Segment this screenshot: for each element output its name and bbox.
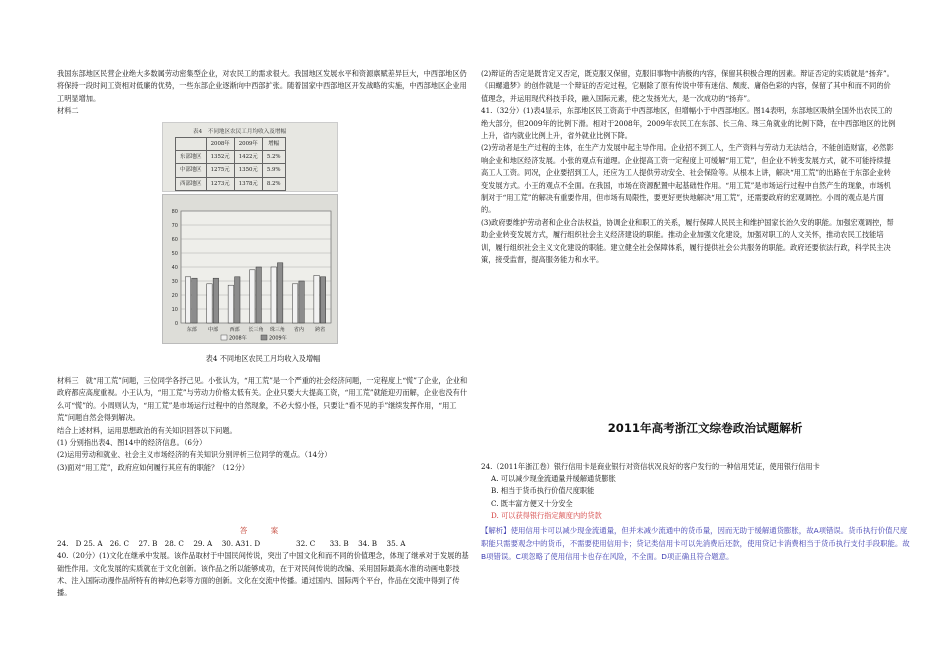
y-tick-label: 20 bbox=[171, 292, 178, 299]
bar bbox=[185, 276, 190, 322]
x-tick-label: 珠三角 bbox=[269, 326, 285, 333]
x-tick-label: 省内 bbox=[293, 326, 304, 333]
question-1: (1) 分别指出表4、图14中的经济信息。（6分） bbox=[57, 438, 207, 448]
answer-41-part-1: 41.（32分）(1)表4显示，东部地区民工资高于中西部地区，但增幅小于中西部地区。图14表明，东部地区吸纳全国外出农民工的绝大部分，但2009年的比例下滑。相对于2008年，2009年农民工在东部、长三角、珠三角就业的比例下降，在中西部地区的比例上升，省内就业比例上升，省外就业比例下降。 bbox=[481, 106, 896, 141]
answer-40-part-2: (2)辩证的否定是既肯定又否定，既克服又保留，克服旧事物中消极的内容，保留其积极合理的因素。辩证否定的实质就是“扬弃”。 bbox=[481, 69, 894, 78]
table-row bbox=[176, 151, 286, 164]
y-tick-label: 80 bbox=[171, 208, 178, 215]
x-tick-label: 中部 bbox=[208, 326, 219, 333]
material-2-label: 材料二 bbox=[57, 106, 79, 116]
bar bbox=[299, 281, 304, 323]
bar bbox=[192, 278, 197, 323]
y-tick-label: 30 bbox=[171, 278, 178, 285]
table-cell: 西部地区 bbox=[176, 177, 207, 190]
legend-swatch bbox=[261, 335, 267, 340]
y-tick-label: 60 bbox=[171, 236, 178, 243]
table-title: 表4 不同地区农民工月均收入及增幅 bbox=[193, 128, 287, 135]
bar bbox=[207, 283, 212, 322]
bar bbox=[235, 276, 240, 322]
table-cell: 1350元 bbox=[234, 164, 262, 177]
legend-label: 2008年 bbox=[229, 335, 247, 342]
table-header-cell bbox=[176, 137, 207, 150]
table-cell: 1378元 bbox=[234, 177, 262, 190]
option-a: A. 可以减少现金流通量并缓解通货膨胀 bbox=[491, 474, 616, 484]
option-b: B. 相当于货币执行价值尺度职能 bbox=[491, 486, 595, 496]
answer-40: 40.（20分）(1)文化在继承中发展。该作品取材于中国民间传说，突出了中国文化和而不同的价值理念，体现了继承对于发展的基础性作用。文化发展的实质就在于文化创新。该作品之所以能够成功，在于对民间传说的改编、采用国际最高水准的动画电影技术、注入国际动漫作品所特有的神幻色彩等方面的创新。文化在交流中传播。通过国内、国际两个平台，作品在交流中得到了传播。 bbox=[57, 551, 469, 598]
table-cell: 1273元 bbox=[206, 177, 234, 190]
y-tick-label: 50 bbox=[171, 250, 178, 257]
table-row bbox=[176, 164, 286, 177]
table-cell: 5.2% bbox=[262, 151, 285, 164]
option-c: C. 既丰富方便又十分安全 bbox=[491, 498, 573, 508]
table-header-row bbox=[176, 137, 286, 150]
answer-40-part-2-cont: 《田螺遗梦》的创作就是一个辩证的否定过程，它剔除了原有传说中带有迷信、颓废、庸俗色彩的内容，保留了其中和而不同的价值理念，并运用现代科技手段，融入国际元素，使之发扬光大，是一次成功的“扬弃”。 bbox=[481, 81, 891, 103]
answer-heading: 答 案 bbox=[239, 526, 287, 536]
task-instruction: 结合上述材料，运用思想政治的有关知识回答以下问题。 bbox=[57, 425, 237, 435]
x-tick-label: 西部 bbox=[229, 326, 240, 333]
bar bbox=[314, 275, 319, 323]
legend-label: 2009年 bbox=[269, 335, 287, 342]
chart-caption: 表4 不同地区农民工月均收入及增幅 bbox=[205, 353, 321, 363]
legend-swatch bbox=[221, 335, 227, 340]
answer-41-part-3: (3)政府要维护劳动者和企业合法权益，协调企业和职工的关系，履行保障人民民主和维护国家长治久安的职能。加强宏观调控，帮助企业转变发展方式，履行组织社会主义经济建设的职能。推动企业加强文化建设，加强对职工的人文关怀，推动农民工技能培训，履行组织社会主义文化建设的职能。建立健全社会保障体系，履行提供社会公共服务的职能。政府还要依法行政，科学民主决策，接受监督，提高服务能力和水平。 bbox=[481, 217, 894, 265]
answer-key-row: 24. D 25. A 26. C 27. B 28. C 29. A 30. A31. D 32. C 33. B 34. B 35. A bbox=[57, 538, 406, 548]
explanation: 【解析】使用信用卡可以减少现金流通量，但并未减少流通中的货币量，因而无助于缓解通货膨胀，故A项错误。货币执行价值尺度职能只需要观念中的货币，不需要使用信用卡；贷记类信用卡可以先消费后还款，使用贷记卡消费相当于货币执行支付手段职能。故B项错误。C项忽略了使用信用卡也存在风险，不全面。D项正确且符合题意。 bbox=[481, 526, 910, 562]
bar bbox=[271, 267, 276, 323]
bar-chart bbox=[163, 195, 339, 345]
question-3: (3)面对“用工荒”，政府应如何履行其应有的职能？（12分） bbox=[57, 462, 249, 472]
bar bbox=[213, 278, 218, 323]
x-tick-label: 跨省 bbox=[315, 326, 326, 333]
bar bbox=[256, 267, 261, 323]
bar bbox=[277, 262, 282, 322]
x-tick-label: 东部 bbox=[186, 326, 197, 333]
left-column bbox=[57, 68, 469, 600]
material-3-paragraph: 材料三 就“用工荒”问题，三位同学各抒己见。小张认为，“用工荒”是一个严重的社会经济问题，一定程度上“慌”了企业，企业和政府都应高度重视。小王认为，“用工荒”与劳动力价格太低有关。企业只要大大提高工资，“用工荒”就能迎刃而解，企业也没有什么可“慌”的。小周则认为，“用工荒”是市场运行过程中的自然现象，不必大惊小怪，只要让“看不见的手”继续发挥作用，“用工荒”问题自然会得到解决。 bbox=[57, 376, 468, 423]
bar bbox=[250, 269, 255, 322]
table-header-cell: 2009年 bbox=[234, 137, 262, 150]
question-24-stem: 24.（2011年浙江卷）银行信用卡是商业银行对资信状况良好的客户发行的一种信用凭证，使用银行信用卡 bbox=[481, 462, 820, 471]
table-cell: 8.2% bbox=[262, 177, 285, 190]
table-cell: 1422元 bbox=[234, 151, 262, 164]
intro-paragraph: 我国东部地区民营企业绝大多数属劳动密集型企业，对农民工的需求很大。我国地区发展水平和资源禀赋差异巨大，中西部地区仍将保持一段时间工资相对低廉的优势，一些东部企业逐渐向中西部扩张。随着国家中西部地区开发战略的实施，中西部地区企业用工明显增加。 bbox=[57, 69, 467, 103]
table-row bbox=[176, 177, 286, 190]
bar bbox=[292, 283, 297, 322]
answer-41-part-2: (2)劳动者是生产过程的主体，在生产力发展中起主导作用。企业招不到工人，生产资料与劳动力无法结合，不能创造财富，必然影响企业和地区经济发展。小张的观点有道理。企业提高工资一定程度上可缓解“用工荒”，但企业不转变发展方式，就不可能持续提高工人工资。同况，企业要招到工人，还应为工人提供劳动安全、社会保险等。从根本上讲，解决“用工荒”的出路在于东部企业转变发展方式。小王的观点不全面。在我国，市场在资源配置中起基础性作用。“用工荒”是市场运行过程中自然产生的现象，市场机制对于“用工荒”的解决有重要作用，但市场有局限性，要更好更快地解决“用工荒”，还需要政府的宏观调控。小周的观点是片面的。 bbox=[481, 143, 894, 215]
table-cell: 5.9% bbox=[262, 164, 285, 177]
x-tick-label: 长三角 bbox=[248, 326, 264, 333]
question-24-block bbox=[481, 461, 911, 563]
income-table bbox=[175, 137, 286, 192]
bar-chart-image bbox=[162, 194, 338, 344]
table-header-cell: 2008年 bbox=[206, 137, 234, 150]
question-2: (2)运用劳动和就业、社会主义市场经济的有关知识分别评析三位同学的观点。（14分） bbox=[57, 450, 332, 460]
y-tick-label: 40 bbox=[171, 264, 178, 271]
section-title: 2011年高考浙江文综卷政治试题解析 bbox=[607, 421, 803, 435]
right-column bbox=[481, 68, 896, 267]
table-cell: 1275元 bbox=[206, 164, 234, 177]
table-cell: 中部地区 bbox=[176, 164, 207, 177]
bar bbox=[228, 285, 233, 323]
bar bbox=[320, 276, 325, 322]
y-tick-label: 10 bbox=[171, 306, 178, 313]
table-cell: 东部地区 bbox=[176, 151, 207, 164]
y-tick-label: 0 bbox=[174, 320, 178, 327]
option-d: D. 可以获得银行指定额度内的贷款 bbox=[491, 510, 602, 520]
table-cell: 1352元 bbox=[206, 151, 234, 164]
y-tick-label: 70 bbox=[171, 222, 178, 229]
table-header-cell: 增幅 bbox=[262, 137, 285, 150]
income-table-image bbox=[162, 122, 338, 192]
